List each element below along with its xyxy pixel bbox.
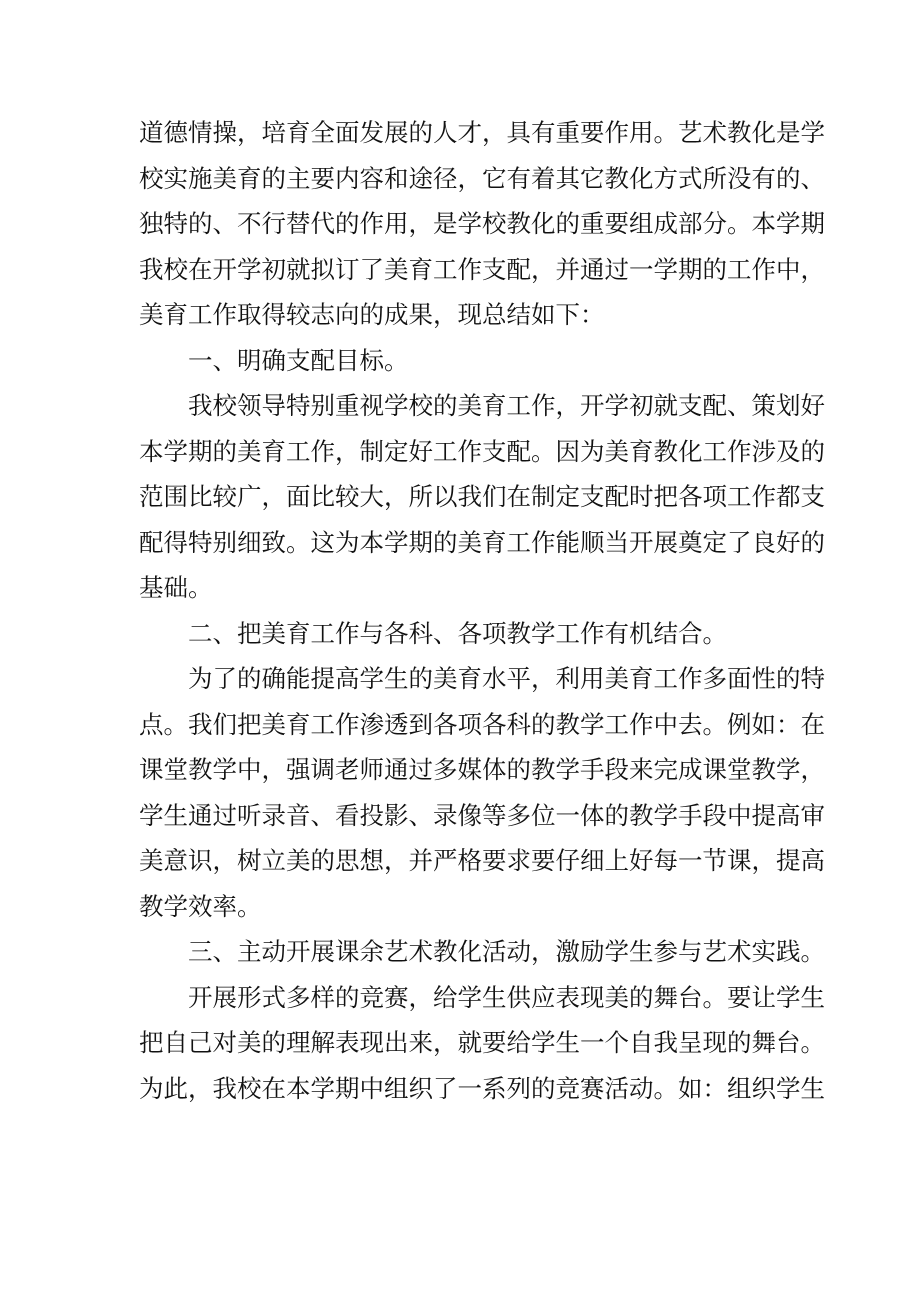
text-line: 一、明确支配目标。	[188, 345, 409, 375]
text-line: 我校在开学初就拟订了美育工作支配，并通过一学期的工作中，	[139, 254, 825, 284]
text-line: 独特的、不行替代的作用，是学校教化的重要组成部分。本学期	[139, 209, 825, 238]
text-line: 范围比较广，面比较大，所以我们在制定支配时把各项工作都支	[139, 482, 825, 511]
document-body	[139, 110, 825, 1111]
text-line: 基础。	[139, 573, 213, 602]
text-line: 三、主动开展课余艺术教化活动，激励学生参与艺术实践。	[188, 937, 825, 966]
text-line: 校实施美育的主要内容和途径，它有着其它教化方式所没有的、	[139, 163, 825, 193]
text-line: 二、把美育工作与各科、各项教学工作有机结合。	[188, 618, 727, 648]
text-line: 道德情操，培育全面发展的人才，具有重要作用。艺术教化是学	[139, 118, 825, 147]
text-line: 点。我们把美育工作渗透到各项各科的教学工作中去。例如：在	[139, 709, 825, 739]
text-line: 我校领导特别重视学校的美育工作，开学初就支配、策划好	[188, 391, 825, 420]
text-line: 把自己对美的理解表现出来，就要给学生一个自我呈现的舞台。	[139, 1028, 825, 1057]
text-line: 美意识，树立美的思想，并严格要求要仔细上好每一节课，提高	[139, 846, 825, 875]
text-line: 教学效率。	[139, 891, 262, 921]
text-line: 为此，我校在本学期中组织了一系列的竞赛活动。如：组织学生	[139, 1073, 825, 1103]
text-line: 美育工作取得较志向的成果，现总结如下：	[139, 300, 605, 329]
text-line: 本学期的美育工作，制定好工作支配。因为美育教化工作涉及的	[139, 436, 825, 466]
text-line: 课堂教学中，强调老师通过多媒体的教学手段来完成课堂教学，	[139, 755, 825, 784]
text-line: 开展形式多样的竞赛，给学生供应表现美的舞台。要让学生	[188, 982, 825, 1012]
text-line: 配得特别细致。这为本学期的美育工作能顺当开展奠定了良好的	[139, 527, 825, 557]
text-line: 学生通过听录音、看投影、录像等多位一体的教学手段中提高审	[139, 800, 825, 830]
text-line: 为了的确能提高学生的美育水平，利用美育工作多面性的特	[188, 664, 825, 693]
